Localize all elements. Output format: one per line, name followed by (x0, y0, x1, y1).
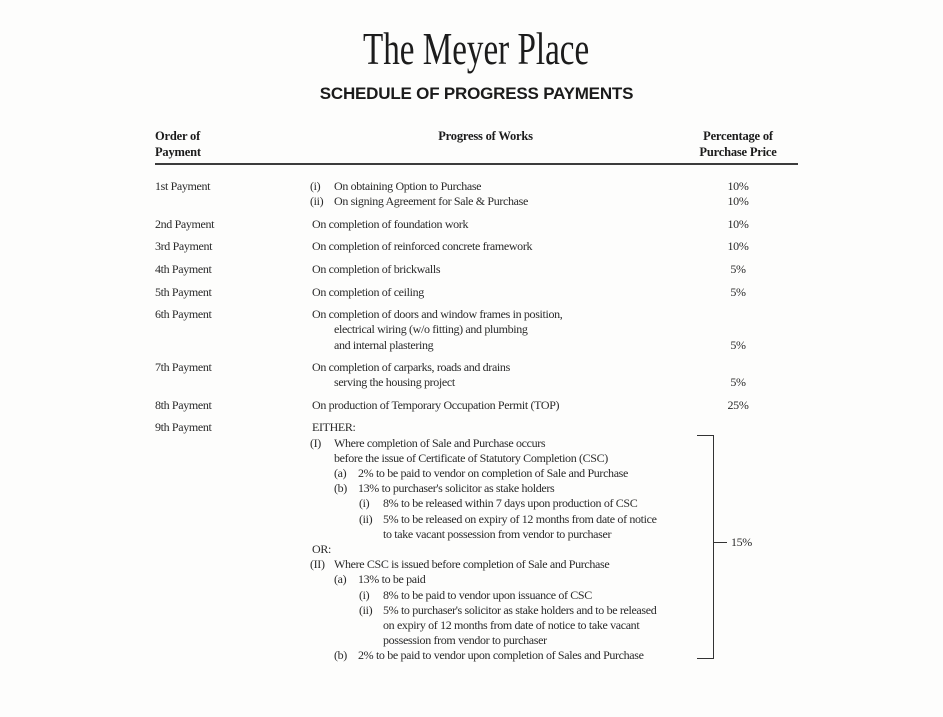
list-marker: (i) (359, 587, 370, 602)
percentage-cell (693, 398, 783, 413)
works-cell (312, 217, 693, 232)
works-text: serving the housing project (334, 375, 455, 390)
percentage-value: 10% (727, 194, 749, 209)
payment-label: 8th Payment (155, 397, 212, 412)
list-marker: (b) (334, 481, 347, 496)
works-line (312, 633, 693, 648)
works-line (312, 618, 693, 633)
table-row (155, 398, 798, 413)
list-marker: (i) (359, 496, 370, 511)
list-marker: (a) (334, 466, 347, 481)
document-content (155, 0, 798, 671)
works-text: EITHER: (312, 420, 356, 435)
works-line (312, 527, 693, 542)
list-marker: (ii) (310, 194, 324, 209)
bracket-dash (713, 542, 727, 543)
table-row (155, 239, 798, 254)
column-header-percentage (693, 128, 783, 160)
list-marker: (I) (310, 435, 321, 450)
column-header-order-line1: Order of (155, 129, 201, 143)
works-line (312, 481, 693, 496)
works-text: OR: (312, 541, 331, 556)
works-line (312, 239, 693, 254)
works-text: 8% to be released within 7 days upon production of CSC (383, 496, 638, 511)
table-row (155, 217, 798, 232)
works-text: 13% to be paid (358, 572, 426, 587)
works-cell (312, 262, 693, 277)
works-line (312, 262, 693, 277)
percentage-cell (693, 307, 783, 353)
percentage-cell (693, 360, 783, 390)
works-line (312, 572, 693, 587)
works-text: Where CSC is issued before completion of Sale and Purchase (334, 557, 610, 572)
percentage-spacer (693, 307, 783, 322)
percentage-spacer (693, 322, 783, 337)
works-text: On completion of brickwalls (312, 261, 441, 276)
works-text: electrical wiring (w/o fitting) and plumbing (334, 322, 528, 337)
works-line (312, 603, 693, 618)
works-line (312, 451, 693, 466)
works-line (312, 542, 693, 557)
works-text: to take vacant possession from vendor to purchaser (383, 526, 612, 541)
percentage-value: 5% (730, 284, 746, 299)
payment-label: 3rd Payment (155, 239, 213, 254)
page-title-text: The Meyer Place (363, 23, 590, 74)
percentage-cell (693, 285, 783, 300)
works-line (312, 217, 693, 232)
header-rule (155, 163, 798, 165)
payment-label: 5th Payment (155, 284, 212, 299)
payment-label: 2nd Payment (155, 216, 215, 231)
column-header-pct-line1: Percentage of (703, 129, 773, 143)
works-line (312, 194, 693, 209)
works-cell (312, 239, 693, 254)
works-text: On completion of carparks, roads and drains (312, 360, 510, 375)
page-subtitle: SCHEDULE OF PROGRESS PAYMENTS (319, 84, 634, 103)
percentage-value: 5% (730, 261, 746, 276)
percentage-cell (693, 262, 783, 277)
works-text: 8% to be paid to vendor upon issuance of CSC (383, 587, 592, 602)
payment-label: 4th Payment (155, 261, 212, 276)
list-marker: (ii) (359, 511, 373, 526)
payment-label: 9th Payment (155, 420, 212, 435)
table-row (155, 307, 798, 353)
works-text: On signing Agreement for Sale & Purchase (334, 194, 528, 209)
percentage-cell (693, 179, 783, 209)
works-text: 13% to purchaser's solicitor as stake holders (358, 481, 555, 496)
bracket-percentage-label: 15% (731, 535, 752, 550)
works-text: before the issue of Certificate of Statutory Completion (CSC) (334, 450, 608, 465)
works-line (312, 588, 693, 603)
column-header-pct-line2: Purchase Price (699, 145, 777, 159)
works-line (312, 307, 693, 322)
works-line (312, 557, 693, 572)
works-line (312, 496, 693, 511)
works-text: 2% to be paid to vendor upon completion of Sales and Purchase (358, 648, 644, 663)
works-line (312, 398, 693, 413)
list-marker: (i) (310, 179, 321, 193)
works-text: On completion of reinforced concrete framework (312, 239, 533, 254)
page-title (155, 24, 798, 74)
works-line (312, 375, 693, 390)
table-row (155, 420, 798, 663)
works-line (312, 360, 693, 375)
works-text: 2% to be paid to vendor on completion of Sale and Purchase (358, 466, 628, 481)
table-row (155, 285, 798, 300)
works-cell (312, 398, 693, 413)
list-marker: (a) (334, 572, 347, 587)
table-row (155, 360, 798, 390)
works-text: On completion of foundation work (312, 216, 469, 231)
works-text: 5% to be released on expiry of 12 months from date of notice (383, 511, 657, 526)
works-text: possession from vendor to purchaser (383, 633, 547, 648)
works-cell (312, 420, 693, 663)
percentage-spacer (693, 360, 783, 375)
percentage-cell (693, 239, 783, 254)
works-text: on expiry of 12 months from date of notice to take vacant (383, 617, 640, 632)
works-line (312, 420, 693, 435)
table-row (155, 179, 798, 209)
works-text: and internal plastering (334, 337, 434, 352)
works-line (312, 436, 693, 451)
percentage-cell (693, 217, 783, 232)
table-row (155, 262, 798, 277)
percentage-spacer (693, 420, 783, 435)
works-cell (312, 179, 693, 209)
percentage-value: 10% (727, 216, 749, 231)
percentage-value: 10% (727, 179, 749, 193)
works-line (312, 512, 693, 527)
percentage-value: 5% (730, 337, 746, 352)
works-text: On obtaining Option to Purchase (334, 179, 482, 193)
works-cell (312, 285, 693, 300)
list-marker: (b) (334, 648, 347, 663)
works-line (312, 338, 693, 353)
works-cell (312, 360, 693, 390)
payment-label: 6th Payment (155, 307, 212, 322)
table-header-row (155, 128, 798, 160)
works-line (312, 648, 693, 663)
works-text: On completion of doors and window frames in position, (312, 307, 563, 322)
works-text: On completion of ceiling (312, 284, 424, 299)
list-marker: (II) (310, 557, 325, 572)
works-line (312, 322, 693, 337)
works-text: On production of Temporary Occupation Permit (TOP) (312, 397, 560, 412)
payment-label: 1st Payment (155, 179, 211, 193)
percentage-value: 5% (730, 375, 746, 390)
column-header-progress-of-works: Progress of Works (438, 129, 533, 143)
works-text: 5% to purchaser's solicitor as stake holders and to be released (383, 602, 657, 617)
percentage-value: 10% (727, 239, 749, 254)
works-line (312, 179, 693, 194)
payment-label: 7th Payment (155, 360, 212, 375)
works-line (312, 285, 693, 300)
column-header-order-line2: Payment (155, 145, 201, 159)
table-body (155, 179, 798, 663)
percentage-value: 25% (727, 397, 749, 412)
list-marker: (ii) (359, 602, 373, 617)
works-cell (312, 307, 693, 353)
grouping-bracket (697, 435, 714, 659)
works-text: Where completion of Sale and Purchase occurs (334, 435, 546, 450)
works-line (312, 466, 693, 481)
column-header-order-of-payment (155, 128, 312, 160)
